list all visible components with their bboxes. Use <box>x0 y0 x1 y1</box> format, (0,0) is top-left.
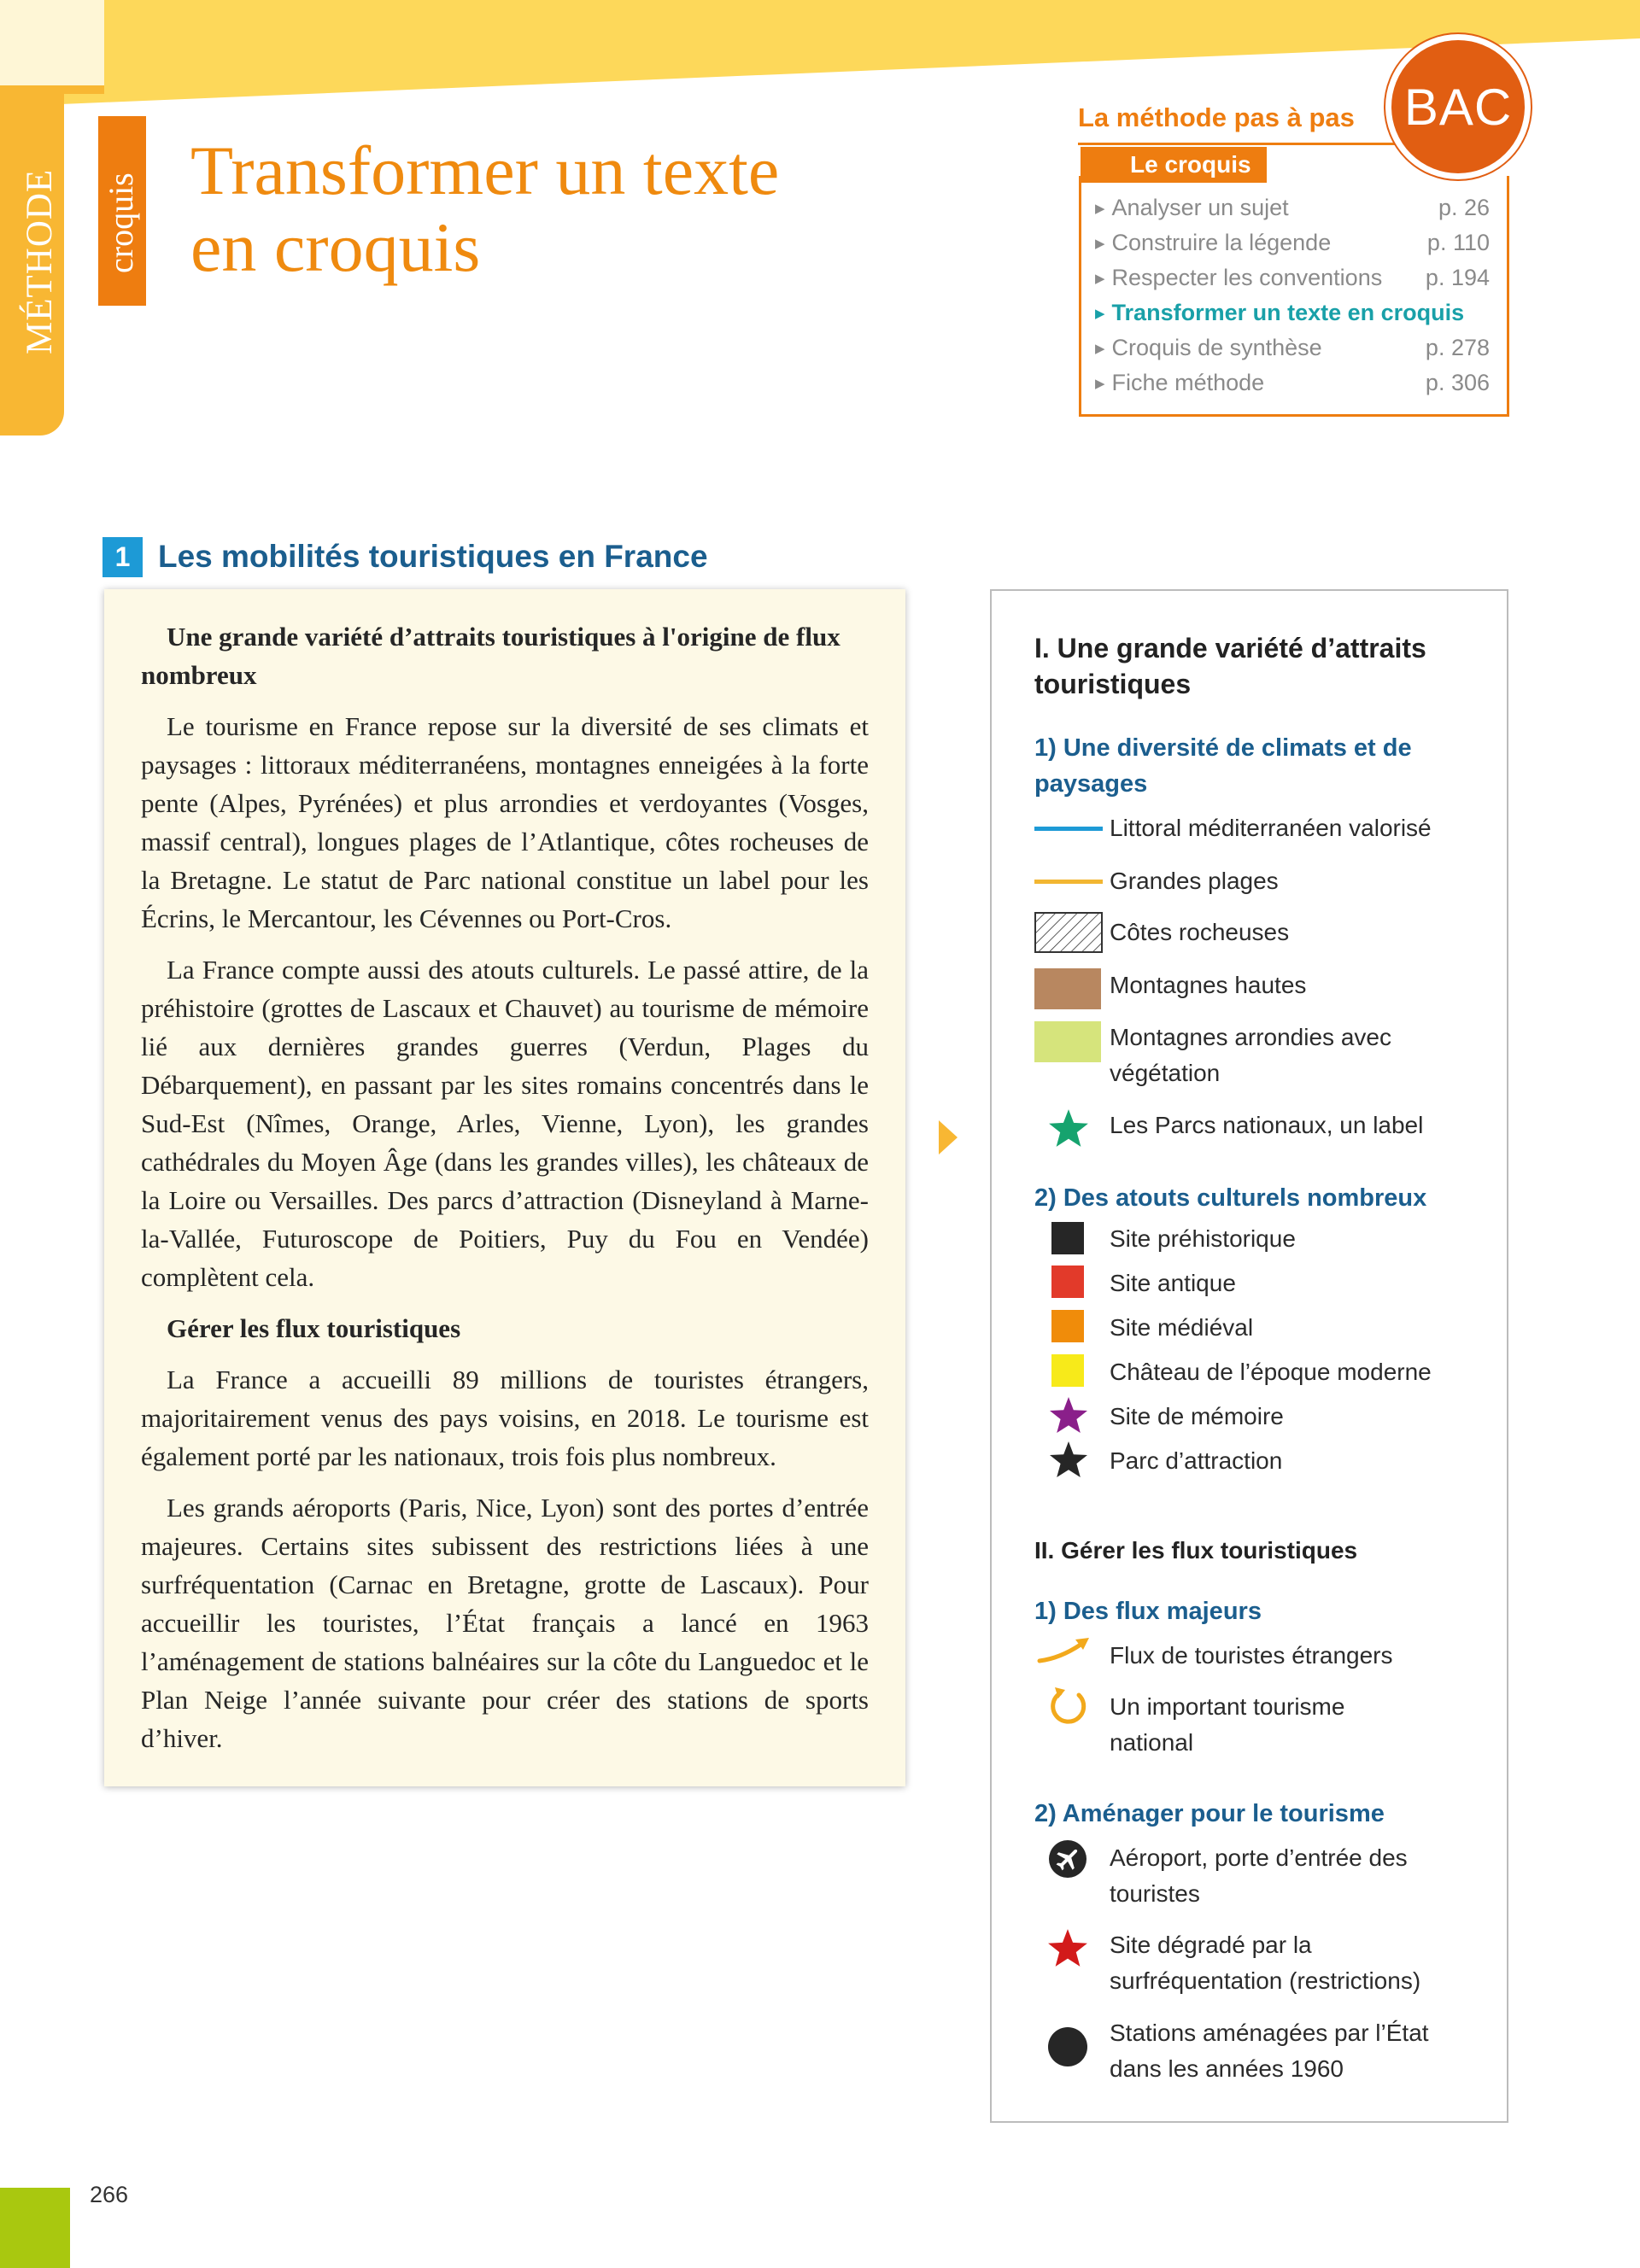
method-heading-rule <box>1078 143 1407 145</box>
text-paragraph: Le tourisme en France repose sur la diversité de ses climats et paysages : littoraux méditerranéens, montagnes enneigées à la forte pente (Alpes, Pyrénées) et plus arrondies et verdoyantes (Vosges, massif central), longues plages de l’Atlantique, côtes rocheuses de la Bretagne. Le statut de Parc national constitue un label pour les Écrins, le Mercantour, les Cévennes ou Port-Cros. <box>141 711 869 933</box>
chateau-square-icon <box>1051 1354 1084 1387</box>
text-heading-2: Gérer les flux touristiques <box>167 1313 461 1343</box>
flux-arrow-icon <box>1036 1633 1096 1667</box>
source-text-box <box>104 589 905 1786</box>
section-title: Les mobilités touristiques en France <box>158 539 708 574</box>
montagnes-hautes-swatch <box>1034 968 1101 1009</box>
text-paragraph: La France a accueilli 89 millions de touristes étrangers, majoritairement venus des pays voisins, en 2018. Le tourisme est également porté par les nationaux, trois fois plus nombreux. <box>141 1365 869 1471</box>
legend-sub1: 1) Une diversité de climats et de paysages <box>1034 734 1412 798</box>
page-title-line2: en croquis <box>190 208 481 286</box>
page-title-line1: Transformer un texte <box>190 132 780 209</box>
legend-label: Parc d’attraction <box>1110 1447 1283 1474</box>
legend-label: Site antique <box>1110 1270 1236 1296</box>
airplane-icon <box>1048 1839 1087 1879</box>
littoral-line-icon <box>1034 827 1103 831</box>
medieval-square-icon <box>1051 1310 1084 1342</box>
text-heading-1: Une grande variété d’attraits touristiques à l'origine de flux nombreux <box>141 622 840 690</box>
prehistorique-square-icon <box>1051 1222 1084 1254</box>
method-item[interactable]: ▶ Fiche méthode p. 306 <box>1095 370 1490 405</box>
station-dot-icon <box>1048 2027 1087 2066</box>
source-text <box>141 617 869 1770</box>
legend-label: Les Parcs nationaux, un label <box>1110 1112 1424 1138</box>
bac-badge: BAC <box>1385 34 1531 179</box>
section-number: 1 <box>102 537 143 577</box>
legend-label: Château de l’époque moderne <box>1110 1359 1432 1385</box>
legend-sub3: 1) Des flux majeurs <box>1034 1598 1262 1625</box>
legend-part2-title: II. Gérer les flux touristiques <box>1034 1537 1358 1564</box>
memoire-star-icon <box>1047 1395 1090 1436</box>
legend-sub2: 2) Des atouts culturels nombreux <box>1034 1184 1427 1212</box>
method-item[interactable]: ▶ Respecter les conventions p. 194 <box>1095 265 1490 300</box>
footer-tab <box>0 2188 70 2268</box>
page-title <box>190 132 959 286</box>
circular-arrow-icon <box>1046 1685 1091 1729</box>
legend-label: Stations aménagées par l’État dans les années 1960 <box>1110 2020 1429 2082</box>
methode-label: MÉTHODE <box>20 168 60 354</box>
method-list <box>1095 195 1490 405</box>
arrow-right-icon <box>939 1120 958 1154</box>
legend-part1-title: I. Une grande variété d’attraits touristiques <box>1034 633 1426 699</box>
legend-label: Aéroport, porte d’entrée des touristes <box>1110 1844 1408 1907</box>
croquis-label: croquis <box>102 172 140 273</box>
plages-line-icon <box>1034 880 1103 884</box>
legend-label: Site dégradé par la surfréquentation (restrictions) <box>1110 1932 1421 1994</box>
hatched-square-icon <box>1034 912 1103 955</box>
page-number: 266 <box>90 2182 129 2207</box>
legend-label: Site préhistorique <box>1110 1225 1296 1252</box>
text-paragraph: La France compte aussi des atouts culturels. Le passé attire, de la préhistoire (grottes de Lascaux et Chauvet) au tourisme de mémoire lié aux dernières grandes guerres (Verdun, Plages du Débarquement), en passant par les sites romains concentrés dans le Sud-Est (Nîmes, Orange, Arles, Vienne, Lyon), les grandes cathédrales du Moyen Âge (dans les grandes villes), les châteaux de la Loire ou Versailles. Des parcs d’attraction (Disneyland à Marne-la-Vallée, Futuroscope de Poitiers, Puy du Fou en Vendée) complètent cela. <box>141 955 869 1292</box>
legend-label: Littoral méditerranéen valorisé <box>1110 815 1432 841</box>
side-tab-top <box>0 85 104 94</box>
legend-sub4: 2) Aménager pour le tourisme <box>1034 1800 1385 1827</box>
montagnes-arrondies-swatch <box>1034 1021 1101 1062</box>
method-subheading: Le croquis <box>1081 147 1267 183</box>
parc-national-star-icon <box>1046 1108 1091 1150</box>
legend-label: Flux de touristes étrangers <box>1110 1642 1393 1669</box>
legend-label: Montagnes hautes <box>1110 972 1307 998</box>
method-item-active[interactable]: ▶ Transformer un texte en croquis <box>1095 300 1490 335</box>
legend-label: Montagnes arrondies avec végétation <box>1110 1024 1391 1086</box>
legend-label: Site médiéval <box>1110 1314 1254 1341</box>
legend-label: Un important tourisme national <box>1110 1693 1345 1756</box>
method-item[interactable]: ▶ Croquis de synthèse p. 278 <box>1095 335 1490 370</box>
legend-label: Site de mémoire <box>1110 1403 1284 1429</box>
site-degrade-star-icon <box>1046 1927 1090 1970</box>
method-item[interactable]: ▶ Analyser un sujet p. 26 <box>1095 195 1490 230</box>
header-corner <box>0 0 104 85</box>
attraction-star-icon <box>1047 1440 1090 1481</box>
legend-label: Grandes plages <box>1110 868 1279 894</box>
method-heading: La méthode pas à pas <box>1078 102 1355 132</box>
method-item[interactable]: ▶ Construire la légende p. 110 <box>1095 230 1490 265</box>
antique-square-icon <box>1051 1266 1084 1298</box>
legend-label: Côtes rocheuses <box>1110 919 1290 945</box>
text-paragraph: Les grands aéroports (Paris, Nice, Lyon) sont des portes d’entrée majeures. Certains sites subissent des restrictions liées à une surfréquentation (Carnac en Bretagne, grotte de Lascaux). Pour accueillir les touristes, l’État français a lancé en 1963 l’aménagement de stations balnéaires sur la côte du Languedoc et le Plan Neige l’année suivante pour créer des stations de sports d’hiver. <box>141 1493 869 1753</box>
